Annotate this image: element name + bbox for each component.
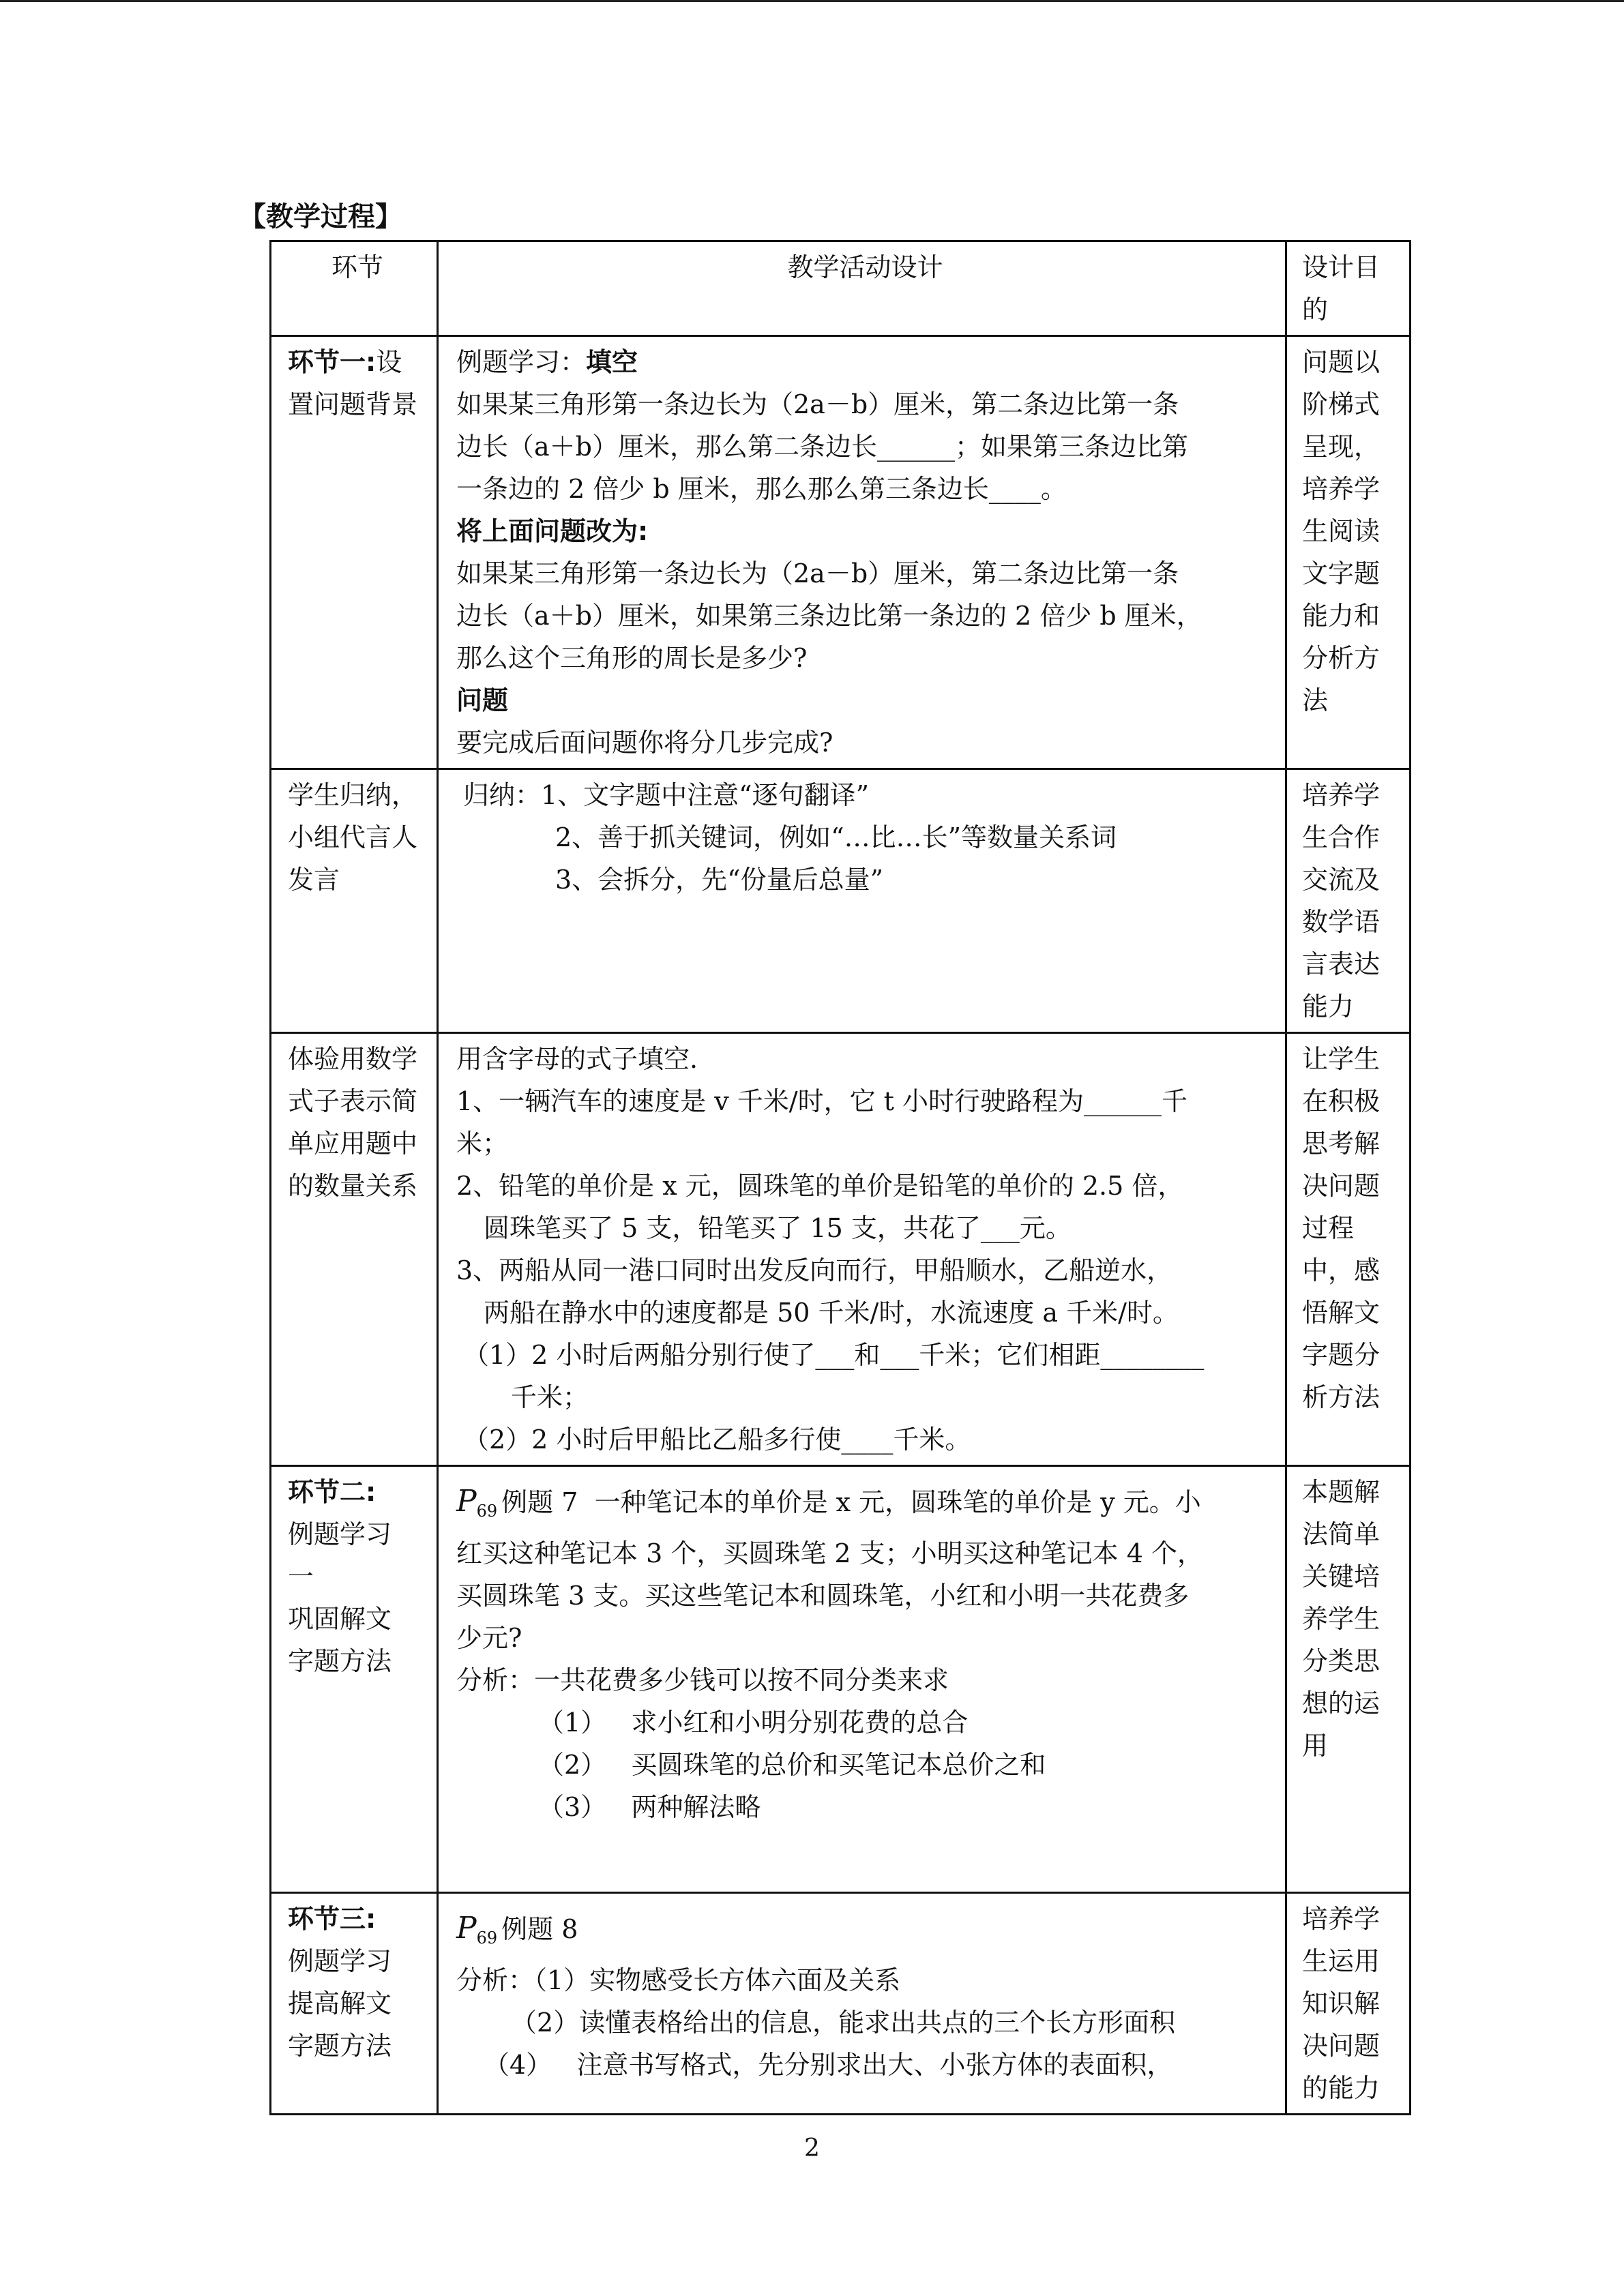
p-symbol: P	[456, 1911, 477, 1945]
activity-heading: 问题	[456, 685, 509, 715]
activity-line: 边长（a＋b）厘米，如果第三条边比第一条边的 2 倍少 b 厘米，	[456, 601, 1202, 631]
activity-line: 分析：一共花费多少钱可以按不同分类来求	[456, 1665, 949, 1695]
purpose-cell: 培养学生运用知识解决问题的能力	[1286, 1893, 1411, 2115]
stage-cell: 学生归纳，小组代言人发言	[271, 769, 438, 1033]
activity-line: 米；	[456, 1129, 509, 1159]
activity-line: 一条边的 2 倍少 b 厘米，那么那么第三条边长____。	[456, 474, 1067, 504]
activity-line: 1、一辆汽车的速度是 v 千米/时，它 t 小时行驶路程为______千	[456, 1086, 1188, 1116]
table-row	[271, 1893, 1411, 2115]
stage-line: 字题方法	[288, 1646, 392, 1676]
activity-line: （2） 买圆珠笔的总价和买笔记本总价之和	[538, 1750, 1046, 1780]
p-subscript: 69	[476, 1928, 498, 1948]
purpose-cell: 问题以阶梯式呈现，培养学生阅读文字题能力和分析方法	[1286, 336, 1411, 769]
stage-line: 字题方法	[288, 2031, 392, 2061]
activity-line: （1） 求小红和小明分别花费的总合	[538, 1708, 969, 1738]
activity-line: 那么这个三角形的周长是多少?	[456, 643, 808, 673]
activity-line: 如果某三角形第一条边长为（2a－b）厘米，第二条边比第一条	[456, 558, 1179, 588]
header-stage: 环节	[271, 241, 438, 336]
table-row	[271, 1033, 1411, 1466]
table-row	[271, 769, 1411, 1033]
stage-cell	[271, 1466, 438, 1893]
activity-line: 2、善于抓关键词，例如“…比…长”等数量关系词	[555, 822, 1117, 852]
activity-line: （2）读懂表格给出的信息，能求出共点的三个长方形面积	[511, 2008, 1176, 2038]
top-border-line	[0, 0, 1624, 2]
activity-line: 分析：（1）实物感受长方体六面及关系	[456, 1965, 901, 1995]
activity-line: 3、两船从同一港口同时出发反向而行，甲船顺水，乙船逆水，	[456, 1255, 1173, 1285]
activity-line: 2、铅笔的单价是 x 元，圆珠笔的单价是铅笔的单价的 2.5 倍，	[456, 1171, 1184, 1201]
activity-line: 少元?	[456, 1623, 522, 1653]
stage-cell	[271, 1893, 438, 2115]
activity-line: （2）2 小时后甲船比乙船多行使____千米。	[463, 1425, 971, 1455]
stage-line: 例题学习	[288, 1946, 392, 1976]
header-purpose-text: 设计目的	[1302, 252, 1381, 325]
purpose-cell: 培养学生合作交流及数学语言表达能力	[1286, 769, 1411, 1033]
activity-cell	[438, 336, 1286, 769]
activity-line: 两船在静水中的速度都是 50 千米/时，水流速度 a 千米/时。	[484, 1298, 1179, 1328]
stage-line: 巩固解文	[288, 1604, 392, 1634]
activity-line: （3） 两种解法略	[538, 1792, 761, 1822]
stage-text: 设置问题背景	[288, 347, 418, 419]
stage-line: 一	[288, 1562, 314, 1592]
lesson-process-table	[269, 240, 1411, 2115]
activity-line: 如果某三角形第一条边长为（2a－b）厘米，第二条边比第一条	[456, 389, 1179, 419]
table-header-row	[271, 241, 1411, 336]
activity-line: 用含字母的式子填空.	[456, 1044, 698, 1074]
stage-line: 例题学习	[288, 1519, 392, 1549]
stage-cell: 体验用数学式子表示简单应用题中的数量关系	[271, 1033, 438, 1466]
page-number: 2	[804, 2134, 820, 2162]
activity-line: 千米；	[511, 1382, 589, 1412]
activity-cell	[438, 1033, 1286, 1466]
table-row	[271, 1466, 1411, 1893]
activity-line: $P_{69}$ 例题 8	[456, 1911, 578, 1948]
activity-line: $P_{69}$ 例题 7 一种笔记本的单价是 x 元，圆珠笔的单价是 y 元。小	[456, 1484, 1201, 1521]
stage-label: 环节二:	[288, 1477, 377, 1507]
table-row	[271, 336, 1411, 769]
activity-heading: 将上面问题改为:	[456, 516, 649, 546]
activity-cell	[438, 1466, 1286, 1893]
activity-line: 圆珠笔买了 5 支，铅笔买了 15 支，共花了___元。	[484, 1213, 1072, 1243]
activity-line: 3、会拆分，先“份量后总量”	[555, 865, 884, 895]
activity-line: 边长（a＋b）厘米，那么第二条边长______；如果第三条边比第	[456, 432, 1188, 462]
p-symbol: P	[456, 1484, 477, 1519]
activity-cell	[438, 769, 1286, 1033]
stage-cell	[271, 336, 438, 769]
section-title: 【教学过程】	[239, 201, 402, 233]
activity-line: 要完成后面问题你将分几步完成?	[456, 728, 833, 758]
activity-line: （1）2 小时后两船分别行使了___和___千米；它们相距________	[463, 1340, 1205, 1370]
stage-line: 提高解文	[288, 1988, 392, 2018]
activity-line: 归纳：1、文字题中注意“逐句翻译”	[463, 780, 870, 810]
purpose-cell: 让学生在积极思考解决问题过程中，感悟解文字题分析方法	[1286, 1033, 1411, 1466]
p-subscript: 69	[476, 1502, 498, 1521]
activity-line: 红买这种笔记本 3 个，买圆珠笔 2 支；小明买这种笔记本 4 个，	[456, 1538, 1204, 1568]
activity-line: 例题学习：填空	[456, 347, 638, 377]
activity-cell	[438, 1893, 1286, 2115]
header-activity: 教学活动设计	[438, 241, 1286, 336]
stage-label: 环节一:	[288, 347, 377, 377]
header-purpose	[1286, 241, 1411, 336]
purpose-cell: 本题解法简单关键培养学生分类思想的运用	[1286, 1466, 1411, 1893]
stage-label: 环节三:	[288, 1904, 377, 1934]
activity-line: 买圆珠笔 3 支。买这些笔记本和圆珠笔，小红和小明一共花费多	[456, 1581, 1190, 1611]
activity-line: （4） 注意书写格式，先分别求出大、小张方体的表面积，	[484, 2050, 1173, 2080]
